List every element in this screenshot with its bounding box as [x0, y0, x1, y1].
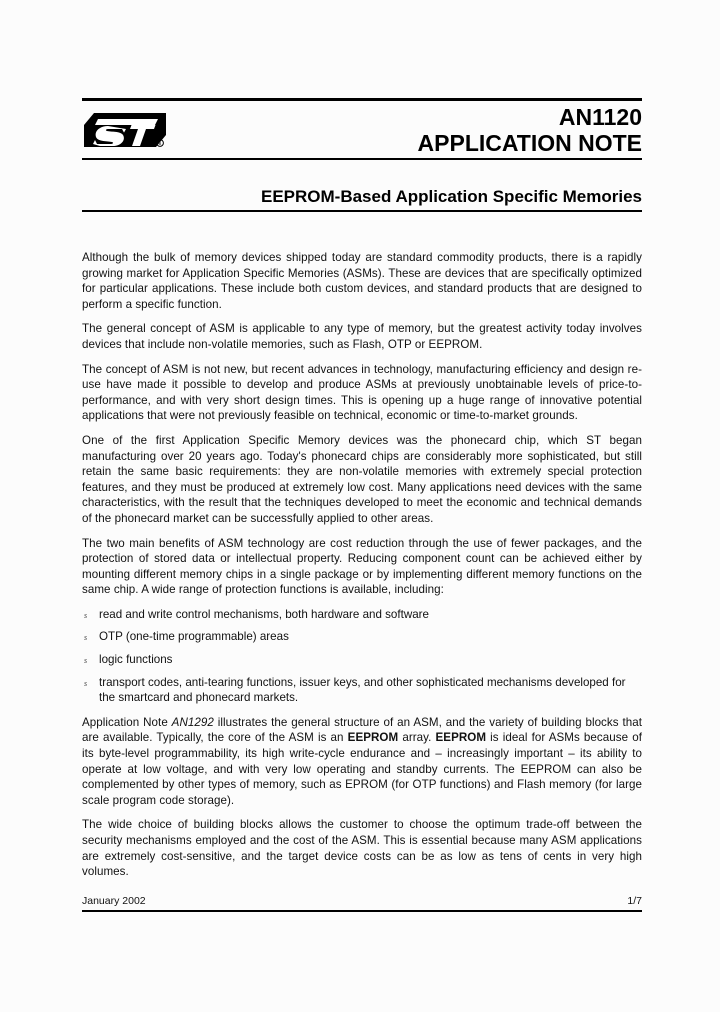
bullet-marker-icon: s: [84, 633, 88, 643]
paragraph: The two main benefits of ASM technology are cost reduction through the use of fewer packages, and the protection of stored data or intellectual property. Reducing component count can be achieved either by mounting different memory chips in a single package or by implementing different memory functions on the same chip. A wide range of protection functions is available, including:: [82, 536, 642, 597]
bullet-marker-icon: s: [84, 678, 88, 688]
page-title: EEPROM-Based Application Specific Memories: [260, 187, 642, 206]
bullet-marker-icon: s: [84, 656, 88, 666]
an1292-tail: is ideal for ASMs because of its byte-level programmability, its high write-cycle endurance and – increasingly important – its ability to operate at low voltage, and with very low operating and standby currents. The EEPROM can also be complemented by other types of memory, such as EPROM (for OTP functions) and Flash memory (for large scale program code storage).: [82, 731, 642, 807]
st-logo: [82, 107, 168, 151]
page-footer: [82, 895, 642, 912]
svg-text:R: R: [158, 141, 162, 147]
paragraph: One of the first Application Specific Memory devices was the phonecard chip, which ST began manufacturing over 20 years ago. Today's phonecard chips are considerably more sophisticated, but still retain the same basic requirements: they are non-volatile memories with extremely special protection features, and they must be produced at extremely low cost. Many applications need devices with the same characteristics, with the result that the techniques developed to meet the economic and technical demands of the phonecard market can be successfully applied to other areas.: [82, 433, 642, 525]
list-item-label: read and write control mechanisms, both hardware and software: [99, 607, 429, 621]
list-item: [82, 607, 642, 623]
an1292-reference: AN1292: [171, 715, 214, 729]
paragraph: The general concept of ASM is applicable to any type of memory, but the greatest activity today involves devices that include non-volatile memories, such as Flash, OTP or EEPROM.: [82, 322, 642, 351]
an1292-lead: Application Note: [82, 715, 172, 729]
list-item: [82, 675, 642, 706]
paragraph-an1292: [82, 715, 642, 809]
document-body: [82, 250, 642, 880]
an1292-mid2: array.: [398, 731, 436, 745]
eeprom-bold-first: EEPROM: [347, 731, 399, 745]
document-number: AN1120: [558, 104, 642, 130]
header-bottom-rule: [82, 158, 642, 160]
document-identifiers: [168, 105, 642, 156]
paragraph: Although the bulk of memory devices shipped today are standard commodity products, there is a rapidly growing market for Application Specific Memories (ASMs). These are devices that are specifically optimized for particular applications. These include both custom devices, and standard products that are designed to perform a specific function.: [82, 251, 642, 311]
list-item-label: OTP (one-time programmable) areas: [99, 630, 289, 644]
list-item-label: transport codes, anti-tearing functions, issuer keys, and other sophisticated mechanisms developed for the smartcard and phonecard markets.: [99, 675, 626, 705]
paragraph: The concept of ASM is not new, but recent advances in technology, manufacturing efficiency and design re-use have made it possible to develop and produce ASMs at previously unobtainable levels of price-to-performance, and with very short design times. This is opening up a huge range of innovative potential applications that were not previously feasible on technical, economic or time-to-market grounds.: [82, 362, 642, 423]
list-item-label: logic functions: [99, 653, 173, 667]
footer-date: January 2002: [82, 895, 146, 907]
footer-rule: [82, 910, 642, 912]
protection-functions-list: [82, 607, 642, 706]
bullet-marker-icon: s: [84, 610, 88, 620]
title-block: [82, 186, 642, 212]
an1292-mid1: illustrates the general structure of an ASM, and the variety of building blocks that are available. Typically, the core of the ASM is an: [82, 715, 642, 745]
list-item: [82, 652, 642, 668]
page-header: [82, 98, 642, 160]
title-rule: [82, 210, 642, 212]
document-kind: APPLICATION NOTE: [417, 130, 642, 156]
eeprom-bold-second: EEPROM: [435, 731, 487, 745]
footer-page-number: 1/7: [627, 895, 642, 907]
list-item: [82, 629, 642, 645]
closing-paragraph: The wide choice of building blocks allows the customer to choose the optimum trade-off between the security mechanisms employed and the cost of the ASM. This is essential because many ASM applications are extremely cost-sensitive, and the target device costs can be as low as tens of cents in very high volumes.: [82, 818, 642, 879]
